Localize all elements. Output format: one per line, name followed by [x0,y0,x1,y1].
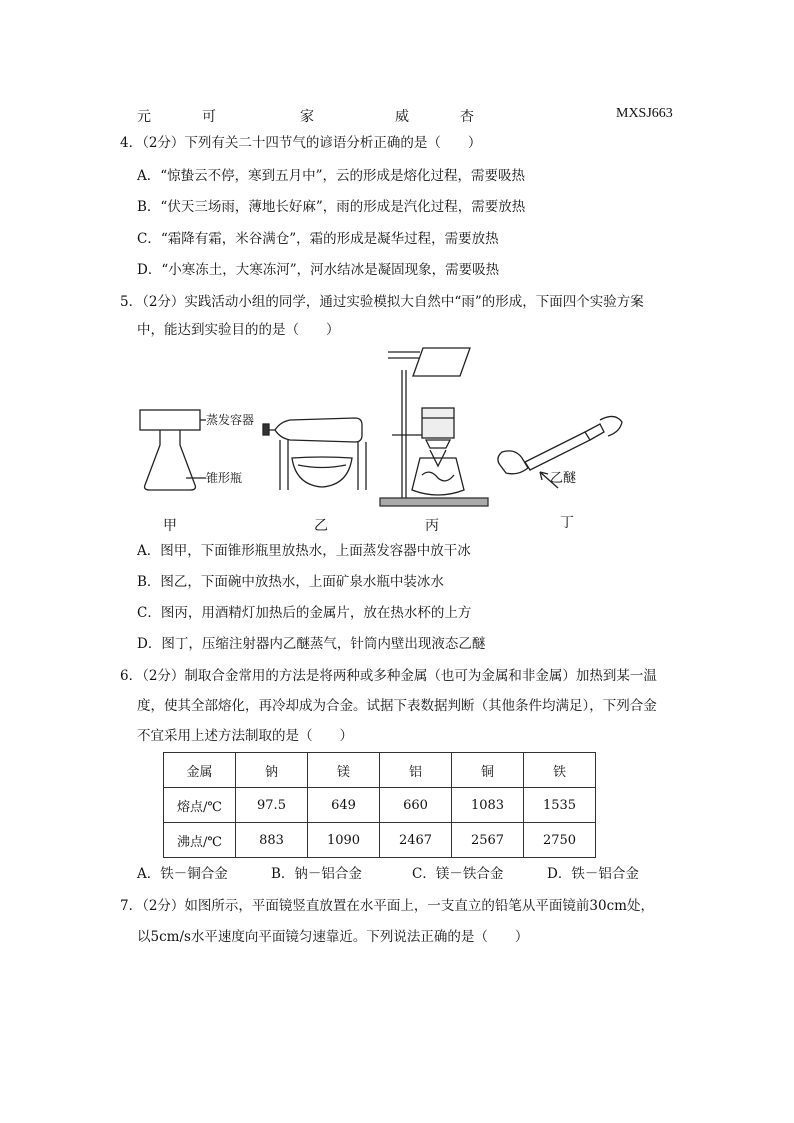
header-code: MXSJ663 [616,106,673,121]
table-cell: 1090 [308,823,380,858]
table-cell: 1535 [524,788,596,823]
q5-stem-line1: 5．（2分）实践活动小组的同学，通过实验模拟大自然中“雨”的形成，下面四个实验方案 [120,294,644,310]
q6-stem-line1: 6．（2分）制取合金常用的方法是将两种或多种金属（也可为金属和非金属）加热到某一温 [120,668,657,684]
caption-jia: 甲 [163,518,177,534]
caption-ding: 丁 [560,515,574,531]
q4-option-a: A．“惊蛰云不停，寒到五月中”，云的形成是熔化过程，需要吸热 [137,168,526,184]
header-char-1: 元 [137,109,151,125]
table-header-row [164,753,596,788]
header-char-2: 可 [202,109,216,125]
table-header-cell: 金属 [164,753,236,788]
q5-option-d: D．图丁，压缩注射器内乙醚蒸气，针筒内壁出现液态乙醚 [137,636,486,652]
table-header-cell: 铜 [452,753,524,788]
label-ether: 乙醚 [550,471,577,486]
label-flask: 锥形瓶 [206,471,243,485]
table-cell: 660 [380,788,452,823]
header-char-4: 威 [395,109,409,125]
q5-option-c: C．图丙，用酒精灯加热后的金属片，放在热水杯的上方 [137,605,472,621]
caption-yi: 乙 [314,518,328,534]
table-cell: 649 [308,788,380,823]
q6-option-a: A．铁－铜合金 [137,866,228,882]
figure-bing [380,348,488,506]
table-header-cell: 钠 [236,753,308,788]
q5-option-a: A．图甲，下面锥形瓶里放热水，上面蒸发容器中放干冰 [137,543,471,559]
q7-stem-line1: 7．（2分）如图所示，平面镜竖直放置在水平面上，一支直立的铅笔从平面镜前30cm处， [120,898,654,914]
table-header-cell: 铝 [380,753,452,788]
q4-option-d: D．“小寒冻土，大寒冻河”，河水结冰是凝固现象，需要吸热 [137,262,500,278]
label-evaporator: 蒸发容器 [206,413,255,427]
table-header-cell: 铁 [524,753,596,788]
table-cell: 97.5 [236,788,308,823]
caption-bing: 丙 [425,518,439,534]
table-row [164,823,596,858]
q5-stem-line2: 中，能达到实验目的的是（ ） [137,322,340,338]
table-cell: 2567 [452,823,524,858]
q6-option-b: B．钠－铝合金 [271,866,362,882]
q5-option-b: B．图乙，下面碗中放热水，上面矿泉水瓶中装冰水 [137,574,444,590]
q6-stem-line3: 不宜采用上述方法制取的是（ ） [137,728,353,744]
table-cell: 2467 [380,823,452,858]
q6-option-c: C．镁－铁合金 [412,866,504,882]
table-header-cell: 镁 [308,753,380,788]
q6-option-d: D．铁－铝合金 [547,866,639,882]
q4-option-b: B．“伏天三场雨，薄地长好麻”，雨的形成是汽化过程，需要放热 [137,199,526,215]
melting-boiling-table [163,752,596,858]
q7-stem-line2: 以5cm/s水平速度向平面镜匀速靠近。下列说法正确的是（ ） [137,929,529,945]
header-char-5: 杏 [460,109,474,125]
q4-option-c: C．“霜降有霜，米谷满仓”，霜的形成是凝华过程，需要放热 [137,231,499,247]
figure-yi [263,418,366,490]
q4-stem: 4．（2分）下列有关二十四节气的谚语分析正确的是（ ） [120,135,482,151]
figure-jia [140,410,206,490]
q6-stem-line2: 度，使其全部熔化，再冷却成为合金。试据下表数据判断（其他条件均满足），下列合金 [137,698,657,714]
q5-experiment-figure [130,340,650,520]
table-cell: 883 [236,823,308,858]
table-row [164,788,596,823]
table-cell: 熔点/℃ [164,788,236,823]
table-cell: 2750 [524,823,596,858]
header-char-3: 家 [300,109,314,125]
table-cell: 沸点/℃ [164,823,236,858]
table-cell: 1083 [452,788,524,823]
